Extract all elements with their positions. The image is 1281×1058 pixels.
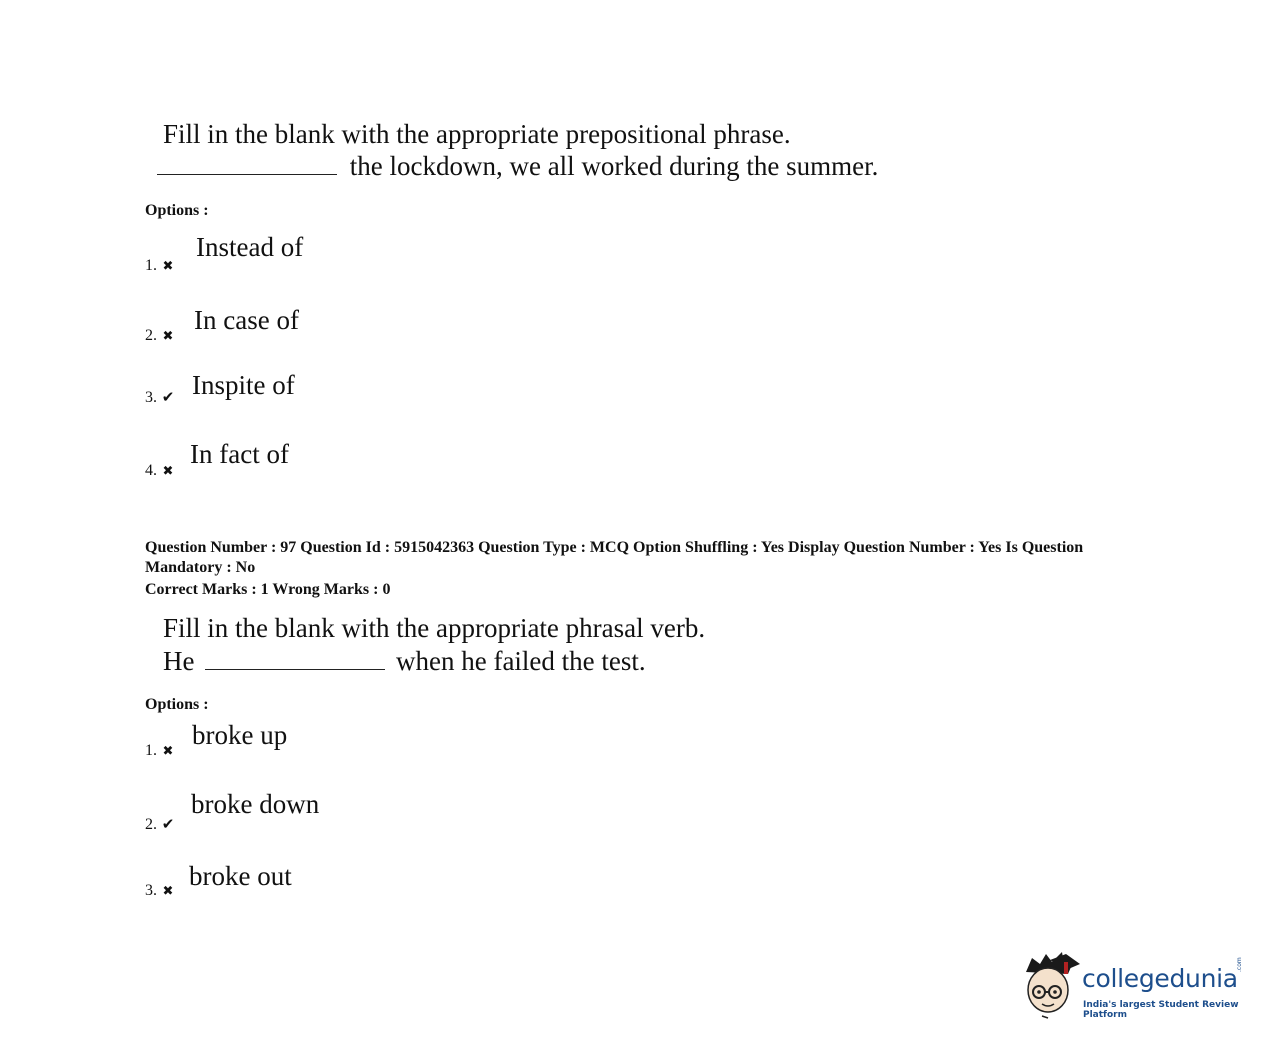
mascot-face-icon [1022, 950, 1082, 1020]
option-number: 3. [145, 389, 157, 406]
correct-check-icon: ✔ [161, 390, 175, 406]
q2-option-2-text: broke down [191, 789, 320, 819]
q1-option-3 [145, 388, 175, 407]
q2-text-before-blank: He [163, 646, 195, 676]
q2-text-line1: Fill in the blank with the appropriate phrasal verb. [163, 613, 706, 643]
q2-option-1 [145, 742, 175, 760]
option-number: 1. [145, 257, 157, 274]
q1-text-line2 [157, 150, 878, 182]
q1-blank [157, 152, 337, 175]
collegedunia-logo[interactable] [1022, 950, 1252, 1020]
option-number: 2. [145, 327, 157, 344]
q2-text-line2 [163, 645, 646, 677]
q1-option-2-text: In case of [194, 305, 299, 335]
q1-option-4-text: In fact of [190, 439, 289, 469]
q2-options-label: Options : [145, 696, 209, 713]
q2-option-3 [145, 882, 175, 900]
option-number: 4. [145, 462, 157, 479]
logo-tagline: India's largest Student Review Platform [1083, 1000, 1239, 1020]
q2-marks: Correct Marks : 1 Wrong Marks : 0 [145, 581, 391, 598]
q1-text-after-blank: the lockdown, we all worked during the summer. [349, 151, 879, 181]
wrong-mark-icon: ✖ [162, 258, 174, 273]
logo-brand-text: collegedunia [1082, 964, 1238, 993]
option-number: 1. [145, 742, 157, 759]
wrong-mark-icon: ✖ [162, 743, 174, 758]
q1-option-2 [145, 327, 175, 345]
q1-option-4 [145, 462, 175, 480]
q1-option-3-text: Inspite of [192, 370, 295, 400]
q1-option-1-text: Instead of [196, 232, 304, 262]
wrong-mark-icon: ✖ [162, 883, 174, 898]
q2-option-3-text: broke out [189, 861, 292, 891]
q2-blank [205, 647, 385, 670]
wrong-mark-icon: ✖ [162, 328, 174, 343]
q1-text-line1: Fill in the blank with the appropriate prepositional phrase. [163, 119, 791, 149]
option-number: 3. [145, 882, 157, 899]
wrong-mark-icon: ✖ [162, 463, 174, 478]
q2-text-after-blank: when he failed the test. [395, 646, 646, 676]
q1-option-1 [145, 257, 175, 275]
logo-com-text: .com [1236, 957, 1243, 972]
q2-option-1-text: broke up [192, 720, 288, 750]
q2-meta: Question Number : 97 Question Id : 5915042363 Question Type : MCQ Option Shuffling : Yes Display Question Number : Yes Is Question Mandatory : No [145, 539, 1084, 576]
option-number: 2. [145, 816, 157, 833]
q1-options-label: Options : [145, 202, 209, 219]
correct-check-icon: ✔ [161, 817, 175, 833]
q2-option-2 [145, 815, 175, 834]
